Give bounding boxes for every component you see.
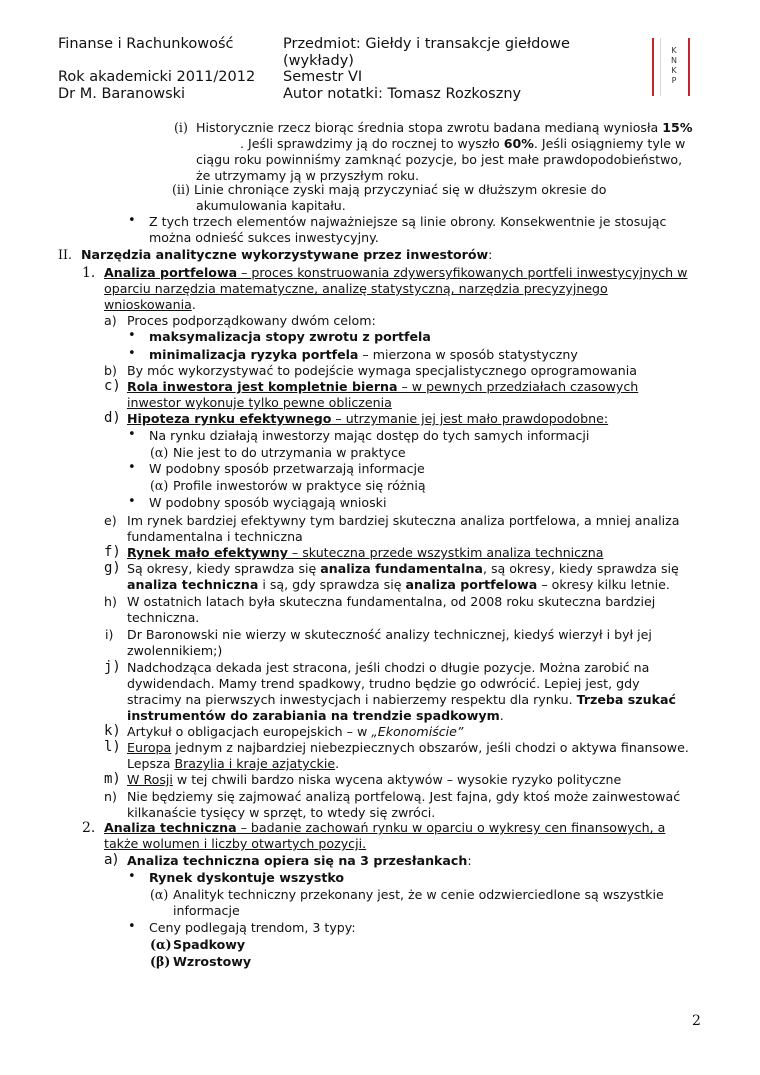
list-marker: e) <box>104 513 117 528</box>
bullet-icon: • <box>128 427 136 442</box>
list-item-text: Artykuł o obligacjach europejskich – w „Ekonomiście” <box>127 724 464 739</box>
header-right <box>283 36 570 102</box>
list-item-text: kilkanaście tysięcy w sprzęt, to wtedy się zwróci. <box>127 805 436 820</box>
list-item-text: Nie będziemy się zajmować analizą portfelową. Jest fajna, gdy ktoś może zainwestować <box>127 789 681 804</box>
list-item-text: W ostatnich latach była skuteczna fundamentalna, od 2008 roku skuteczna bardziej <box>127 594 656 609</box>
header-faculty: Finanse i Rachunkowość <box>58 36 234 52</box>
list-marker: n) <box>104 789 117 804</box>
list-item-text: Hipoteza rynku efektywnego – utrzymanie jej jest mało prawdopodobne: <box>127 411 609 426</box>
list-item-text: minimalizacja ryzyka portfela – mierzona w sposób statystyczny <box>149 347 578 362</box>
list-item-text: Analityk techniczny przekonany jest, że w cenie odzwierciedlone są wszystkie <box>173 887 664 902</box>
list-item-text: Nadchodząca dekada jest stracona, jeśli chodzi o długie pozycje. Można zarobić na <box>127 660 650 675</box>
list-item-text: Rola inwestora jest kompletnie bierna – w pewnych przedziałach czasowych <box>127 379 639 394</box>
list-marker: (i) <box>174 120 188 135</box>
list-item-text: Europa jednym z najbardziej niebezpiecznych obszarów, jeśli chodzi o aktywa finansowe. <box>127 740 689 755</box>
section-marker: II. <box>58 247 72 262</box>
list-item-text: oparciu narzędzia matematyczne, analizę statystyczną, narzędzia precyzyjnego <box>104 281 608 296</box>
list-item-text: Dr Baronowski nie wierzy w skuteczność analizy technicznej, kiedyś wierzył i był jej <box>127 627 652 642</box>
list-item-text: maksymalizacja stopy zwrotu z portfela <box>149 329 431 344</box>
list-marker: b) <box>104 363 117 378</box>
list-item-text: Lepsza Brazylia i kraje azjatyckie. <box>127 756 340 771</box>
list-item-text: Im rynek bardziej efektywny tym bardziej skuteczna analiza portfelowa, a mniej analiza <box>127 513 680 528</box>
list-item-text: że utrzymamy ją w przyszłym roku. <box>196 168 419 183</box>
header-lecturer: Dr M. Baranowski <box>58 85 186 102</box>
list-marker: a) <box>104 852 119 868</box>
list-item-text: Nie jest to do utrzymania w praktyce <box>173 445 406 460</box>
list-item-text: analiza techniczna i są, gdy sprawdza się analiza portfelowa – okresy kilku letnie. <box>127 577 670 592</box>
header-subject-type: (wykłady) <box>283 52 354 69</box>
logo-bar-inner <box>660 38 661 96</box>
list-item-text: W podobny sposób wyciągają wnioski <box>149 495 387 510</box>
header-left <box>58 36 255 102</box>
list-marker: c) <box>104 378 121 394</box>
list-item-text: Rynek mało efektywny – skuteczna przede wszystkim analiza techniczna <box>127 545 604 560</box>
list-marker: (α) <box>150 937 172 952</box>
list-item-text: ciągu roku powinniśmy zamknąć pozycje, bo jest małe prawdopodobieństwo, <box>196 152 683 167</box>
list-item-text: Profile inwestorów w praktyce się różnią <box>173 478 426 493</box>
bullet-icon: • <box>128 460 136 475</box>
list-marker: 1. <box>82 265 96 281</box>
list-marker: f) <box>104 544 121 560</box>
list-marker: j) <box>104 659 121 675</box>
list-marker: (ii) <box>172 182 190 197</box>
logo-bar-left <box>652 38 654 96</box>
list-item-text: można odnieść sukces inwestycyjny. <box>149 230 379 245</box>
bullet-icon: • <box>128 213 136 228</box>
list-item-text: Analiza techniczna opiera się na 3 przesłankach: <box>127 853 472 868</box>
list-marker: (β) <box>150 954 171 969</box>
list-item-text: inwestor wykonuje tylko pewne obliczenia <box>127 395 392 410</box>
list-marker: 2. <box>82 820 96 836</box>
list-item-text: zwolennikiem;) <box>127 643 223 658</box>
list-marker: d) <box>104 410 121 426</box>
list-marker: g) <box>104 560 121 576</box>
list-item-text: Są okresy, kiedy sprawdza się analiza fundamentalna, są okresy, kiedy sprawdza się <box>127 561 679 576</box>
list-item-text: akumulowania kapitału. <box>196 198 346 213</box>
knkp-logo <box>652 38 692 96</box>
list-item-text: techniczna. <box>127 610 200 625</box>
page-number: 2 <box>692 1013 701 1029</box>
list-item-text: W podobny sposób przetwarzają informacje <box>149 461 425 476</box>
list-item-text: Na rynku działają inwestorzy mając dostęp do tych samych informacji <box>149 428 590 443</box>
list-item-text: stracimy na pierwszych inwestycjach i nabierzemy respektu dla rynku. Trzeba szukać <box>127 692 676 707</box>
logo-bar-right <box>688 38 690 96</box>
list-marker: (α) <box>150 445 169 460</box>
list-item-text: Proces podporządkowany dwóm celom: <box>127 313 376 328</box>
bullet-icon: • <box>128 919 136 934</box>
list-marker: l) <box>104 739 121 755</box>
list-item-text: . Jeśli sprawdzimy ją do rocznej to wyszło 60%. Jeśli osiągniemy tyle w <box>240 136 686 151</box>
list-item-text: fundamentalna i techniczna <box>127 529 303 544</box>
header-semester: Semestr VI <box>283 69 363 85</box>
list-item-text: Analiza techniczna – badanie zachowań rynku w oparciu o wykresy cen finansowych, a <box>104 820 666 835</box>
list-marker: a) <box>104 313 117 328</box>
bullet-icon: • <box>128 328 136 343</box>
list-item-text: instrumentów do zarabiania na trendzie spadkowym. <box>127 708 504 723</box>
list-item-text: Rynek dyskontuje wszystko <box>149 870 345 885</box>
list-item-text: informacje <box>173 903 240 918</box>
bullet-icon: • <box>128 346 136 361</box>
header-spacer <box>58 53 255 70</box>
list-item-text: Z tych trzech elementów najważniejsze są linie obrony. Konsekwentnie je stosując <box>149 214 667 229</box>
bullet-icon: • <box>128 869 136 884</box>
list-marker: h) <box>104 594 117 609</box>
list-item-text: Historycznie rzecz biorąc średnia stopa zwrotu badana medianą wyniosła 15% <box>196 120 693 135</box>
list-item-text: wnioskowania. <box>104 297 196 312</box>
header-academic-year: Rok akademicki 2011/2012 <box>58 69 256 85</box>
list-item-text: dywidendach. Mamy trend spadkowy, trudno będzie go odwrócić. Lepiej jest, gdy <box>127 676 640 691</box>
header-subject: Przedmiot: Giełdy i transakcje giełdowe <box>283 36 570 52</box>
list-item-text: także wolumen i liczby otwartych pozycji. <box>104 836 367 851</box>
header-author: Autor notatki: Tomasz Rozkoszny <box>283 85 522 102</box>
list-marker: (α) <box>150 887 169 902</box>
list-item-text: Ceny podlegają trendom, 3 typy: <box>149 920 356 935</box>
list-marker: (α) <box>150 478 169 493</box>
list-item-text: W Rosji w tej chwili bardzo niska wycena aktywów – wysokie ryzyko polityczne <box>127 772 622 787</box>
list-marker: m) <box>104 771 121 787</box>
list-marker: i) <box>105 627 114 642</box>
list-item-text: Linie chroniące zyski mają przyczyniać się w dłuższym okresie do <box>194 182 607 197</box>
list-item-text: Spadkowy <box>173 937 246 952</box>
list-marker: k) <box>104 723 121 739</box>
logo-letters: K N K P <box>671 46 677 85</box>
list-item-text: Analiza portfelowa – proces konstruowania zdywersyfikowanych portfeli inwestycyjnych w <box>104 265 688 280</box>
bullet-icon: • <box>128 494 136 509</box>
list-item-text: By móc wykorzystywać to podejście wymaga specjalistycznego oprogramowania <box>127 363 637 378</box>
section-title: Narzędzia analityczne wykorzystywane przez inwestorów: <box>81 247 493 262</box>
list-item-text: Wzrostowy <box>173 954 252 969</box>
